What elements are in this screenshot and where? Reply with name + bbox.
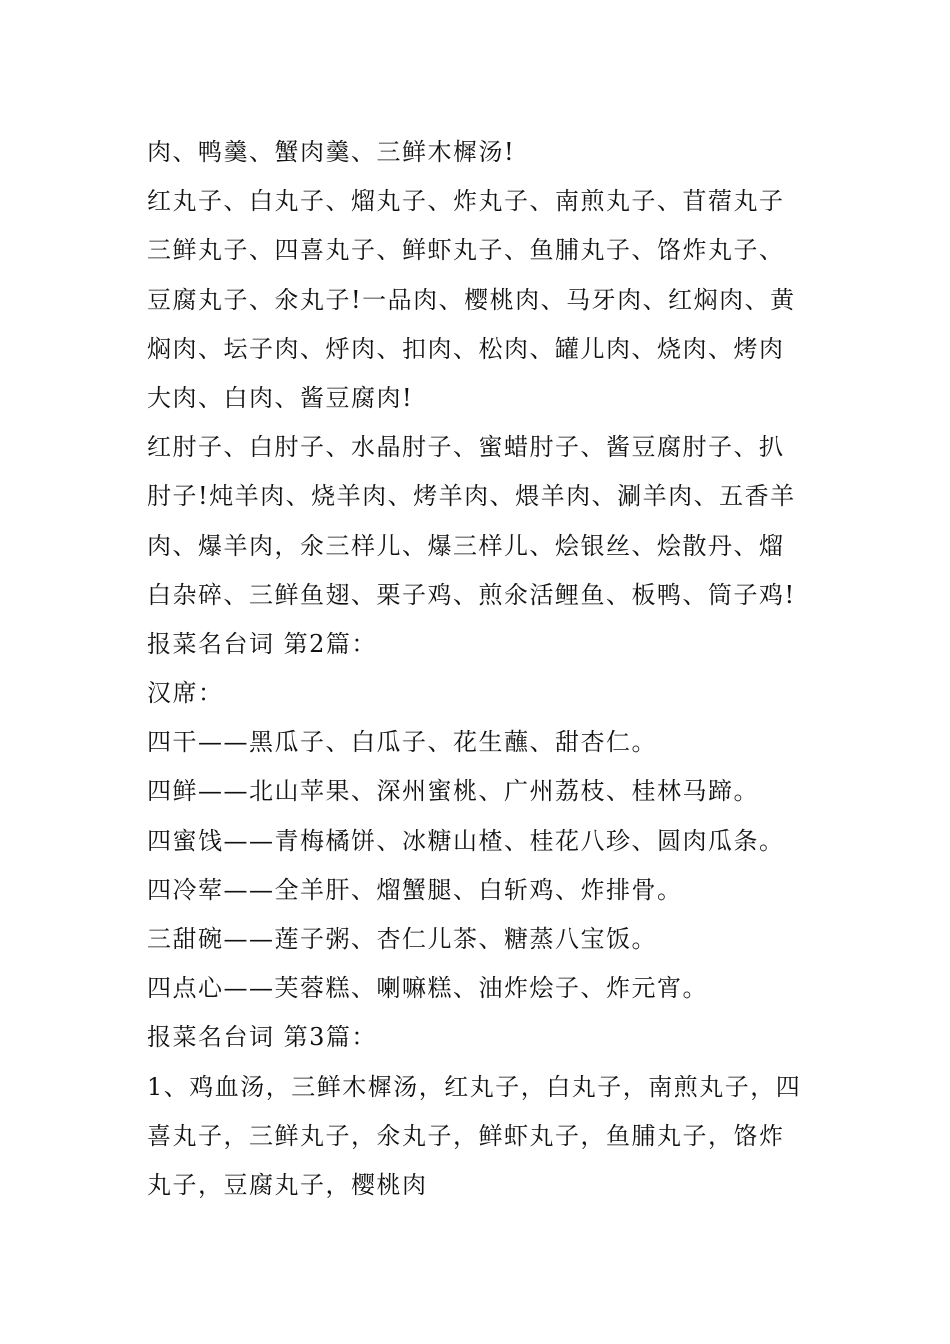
section-heading: 报菜名台词 第2篇： (147, 629, 377, 658)
text-line: 焖肉、坛子肉、烀肉、扣肉、松肉、罐儿肉、烧肉、烤肉 (147, 334, 785, 363)
text-line: 大肉、白肉、酱豆腐肉! (147, 383, 414, 412)
document-body (147, 128, 807, 1210)
text-line: 喜丸子，三鲜丸子，氽丸子，鲜虾丸子，鱼脯丸子，饹炸 (147, 1121, 785, 1150)
text-line: 四点心——芙蓉糕、喇嘛糕、油炸烩子、炸元宵。 (147, 974, 708, 1003)
text-line: 四蜜饯——青梅橘饼、冰糖山楂、桂花八珍、圆肉瓜条。 (147, 826, 785, 855)
text-line: 红肘子、白肘子、水晶肘子、蜜蜡肘子、酱豆腐肘子、扒 (147, 433, 785, 462)
section-heading: 报菜名台词 第3篇： (147, 1023, 377, 1052)
text-line: 四冷荤——全羊肝、熘蟹腿、白斩鸡、炸排骨。 (147, 875, 683, 904)
text-line: 汉席： (147, 679, 224, 708)
text-line: 四鲜——北山苹果、深州蜜桃、广州荔枝、桂林马蹄。 (147, 777, 759, 806)
text-line: 肉、鸭羹、蟹肉羹、三鲜木樨汤! (147, 138, 516, 166)
text-line: 丸子，豆腐丸子，樱桃肉 (147, 1170, 428, 1199)
text-line: 红丸子、白丸子、熘丸子、炸丸子、南煎丸子、苜蓿丸子 (147, 187, 785, 216)
text-line: 三鲜丸子、四喜丸子、鲜虾丸子、鱼脯丸子、饹炸丸子、 (147, 236, 785, 265)
text-line: 肘子!炖羊肉、烧羊肉、烤羊肉、煨羊肉、涮羊肉、五香羊 (147, 482, 796, 511)
text-line: 1、鸡血汤，三鲜木樨汤，红丸子，白丸子，南煎丸子，四 (147, 1072, 802, 1101)
text-line: 三甜碗——莲子粥、杏仁儿茶、糖蒸八宝饭。 (147, 925, 657, 953)
text-line: 四干——黑瓜子、白瓜子、花生蘸、甜杏仁。 (147, 728, 657, 757)
text-line: 豆腐丸子、氽丸子!一品肉、樱桃肉、马牙肉、红焖肉、黄 (147, 285, 796, 314)
text-line: 白杂碎、三鲜鱼翅、栗子鸡、煎氽活鲤鱼、板鸭、筒子鸡! (147, 580, 796, 609)
text-line: 肉、爆羊肉，氽三样儿、爆三样儿、烩银丝、烩散丹、熘 (147, 531, 785, 560)
